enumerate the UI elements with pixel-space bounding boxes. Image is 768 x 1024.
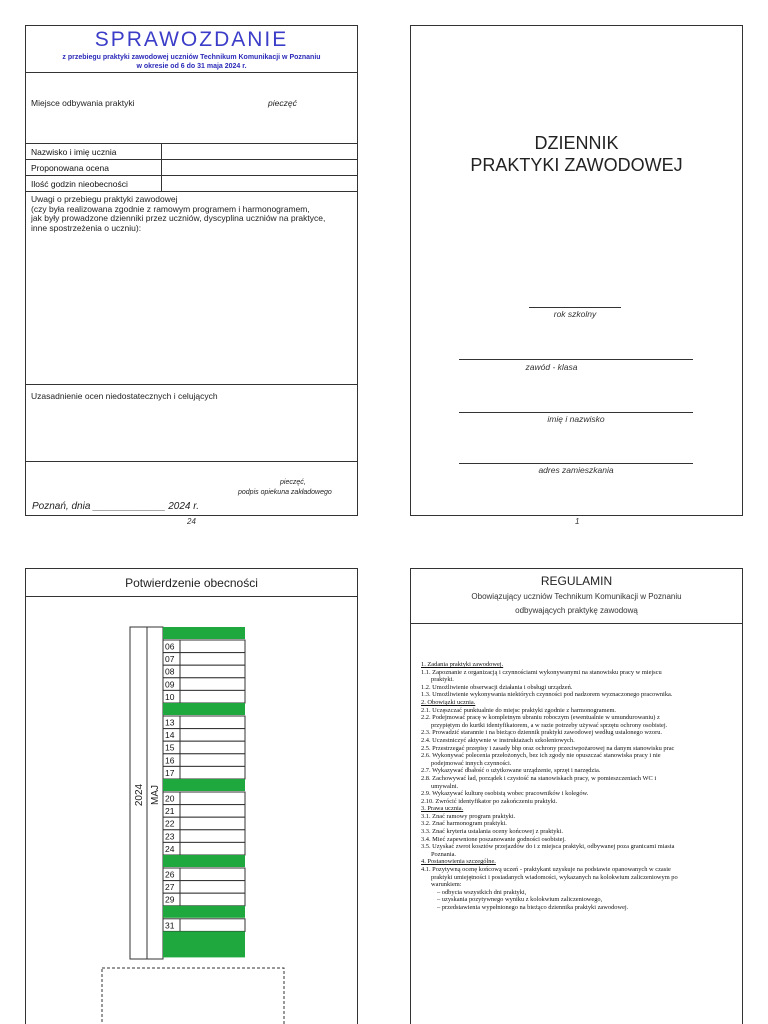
- regulation-line: praktyki.: [431, 676, 454, 684]
- profession-label: zawód - klasa: [525, 362, 578, 372]
- regulation-line: 2.8. Zachowywać ład, porządek i czystość na stanowiskach pracy, w pomieszczeniach WC i: [421, 774, 657, 782]
- remarks-line: jak były prowadzone dzienniki przez uczniów, dyscyplina uczniów na praktyce,: [31, 213, 326, 223]
- field-absence-label: Ilość godzin nieobecności: [31, 179, 128, 189]
- day-number: 14: [165, 730, 175, 741]
- regulation-line: 3.4. Mieć zapewnione poszanowanie godności osobistej.: [421, 835, 566, 843]
- day-number: 09: [165, 679, 175, 690]
- remarks-line: (czy była realizowana zgodnie z ramowym programem i harmonogramem,: [31, 203, 310, 214]
- regulation-line: 1. Zadania praktyki zawodowej.: [421, 661, 504, 668]
- attendance-title: Potwierdzenie obecności: [26, 569, 357, 597]
- regulations-page: [410, 568, 743, 1024]
- regulation-line: 3.3. Znać kryteria ustalania oceny końcowej z praktyki.: [421, 828, 563, 836]
- address-line[interactable]: [459, 463, 693, 464]
- day-row[interactable]: [163, 919, 245, 932]
- regulation-line: 3. Prawa ucznia.: [421, 805, 464, 813]
- regulation-line: podejmować innych czynności.: [431, 759, 512, 767]
- regulation-line: 2.10. Zwrócić identyfikator po zakończeniu praktyki.: [421, 797, 558, 805]
- stamp-label: pieczęć: [268, 98, 297, 108]
- regulation-line: 4.1. Pozytywną ocenę końcową uczeń - praktykant uzyskuje na podstawie opanowanych w czasie: [421, 866, 671, 874]
- weekend-bar: [163, 906, 245, 918]
- day-number: 31: [165, 920, 175, 931]
- weekend-bar: [163, 931, 245, 957]
- regulation-line: 2.2. Podejmować pracę w kompletnym ubraniu roboczym (ewentualnie w umundurowaniu) z: [421, 714, 660, 722]
- year-label: 2024: [134, 783, 145, 807]
- address-label: adres zamieszkania: [538, 465, 614, 475]
- regulation-line: 4. Postanowienia szczególne.: [421, 858, 496, 866]
- day-number: 20: [165, 793, 175, 804]
- day-number: 08: [165, 666, 175, 677]
- diary-title-2: PRAKTYKI ZAWODOWEJ: [470, 155, 683, 175]
- regulation-line: 3.5. Uzyskać zwrot kosztów przejazdów do i z miejsca praktyki, odbywanej poza granicami miasta: [421, 843, 675, 851]
- regulations-header: [411, 569, 742, 624]
- regulation-line: – odbycia wszystkich dni praktyki,: [437, 888, 527, 896]
- day-number: 10: [165, 691, 175, 702]
- regulation-line: 2.1. Uczęszczać punktualnie do miejsc praktyki zgodnie z harmonogramem.: [421, 706, 617, 714]
- day-number: 26: [165, 869, 175, 880]
- weekend-bar: [163, 703, 245, 715]
- day-row[interactable]: [163, 817, 245, 830]
- field-grade-row[interactable]: [26, 160, 357, 176]
- day-row[interactable]: [163, 842, 245, 855]
- name-line[interactable]: [459, 412, 693, 413]
- attendance-page: [25, 568, 358, 1024]
- regulation-line: 2.6. Wykonywać polecenia przełożonych, bez ich zgody nie opuszczać stanowiska pracy i nie: [421, 752, 661, 760]
- profession-line[interactable]: [459, 359, 693, 360]
- report-page: [25, 25, 358, 516]
- regulation-line: 2.7. Wykazywać dbałość o użytkowane urządzenie, sprzęt i narzędzia.: [421, 767, 601, 775]
- day-row[interactable]: [163, 716, 245, 729]
- place-label: Miejsce odbywania praktyki: [31, 98, 135, 108]
- day-number: 15: [165, 742, 175, 753]
- regulation-line: – uzyskania pozytywnego wyniku z kolokwium zaliczeniowego,: [437, 896, 603, 904]
- report-subtitle-1: z przebiegu praktyki zawodowej uczniów Technikum Komunikacji w Poznaniu: [62, 54, 321, 61]
- regulation-line: umywalni.: [431, 782, 459, 790]
- day-number: 23: [165, 831, 175, 842]
- day-number: 16: [165, 755, 175, 766]
- regulation-line: 2.5. Przestrzegać przepisy i zasady bhp oraz ochrony przeciwpożarowej na danym stanowisku prac: [421, 744, 675, 752]
- justification-label: Uzasadnienie ocen niedostatecznych i celujących: [31, 391, 218, 401]
- weekend-bar: [163, 627, 245, 639]
- day-row[interactable]: [163, 868, 245, 881]
- attendance-calendar: [26, 569, 359, 1024]
- regulation-line: 3.1. Znać ramowy program praktyki.: [421, 812, 516, 820]
- day-row[interactable]: [163, 766, 245, 779]
- school-year-label: rok szkolny: [553, 309, 597, 319]
- regulations-subtitle-2: odbywających praktykę zawodową: [515, 606, 638, 615]
- day-number: 29: [165, 894, 175, 905]
- justification-section[interactable]: [26, 385, 357, 462]
- remarks-line: Uwagi o przebiegu praktyki zawodowej: [31, 194, 178, 204]
- weekend-bar: [163, 779, 245, 791]
- signature-box: [102, 968, 284, 1024]
- school-year-line[interactable]: [529, 307, 621, 308]
- day-number: 17: [165, 767, 175, 778]
- report-title: SPRAWOZDANIE: [94, 28, 289, 51]
- regulation-line: 2.4. Uczestniczyć aktywnie w instruktażach szkoleniowych.: [421, 736, 575, 744]
- regulation-line: praktyki umiejętności i posiadanych wiadomości, wykazanych na kolokwium zaliczeniowym po: [431, 873, 678, 881]
- day-row[interactable]: [163, 640, 245, 653]
- regulation-line: 2.9. Wykazywać kulturę osobistą wobec pracowników i kolegów.: [421, 790, 589, 798]
- regulations-text: [421, 661, 739, 912]
- regulation-line: 1.2. Umożliwienie obserwacji działania i obsługi urządzeń.: [421, 683, 573, 691]
- field-name-label: Nazwisko i imię ucznia: [31, 147, 117, 157]
- day-number: 13: [165, 717, 175, 728]
- regulation-line: 2.3. Prowadzić starannie i na bieżąco dziennik praktyki zawodowej według ustalonego wzoru.: [421, 729, 662, 737]
- name-label: imię i nazwisko: [547, 414, 605, 424]
- day-row[interactable]: [163, 830, 245, 843]
- page-number-1: 1: [575, 517, 580, 526]
- day-row[interactable]: [163, 678, 245, 691]
- report-header: [26, 26, 357, 73]
- remarks-section[interactable]: [26, 192, 357, 385]
- day-row[interactable]: [163, 881, 245, 894]
- signature-label-1: pieczęć,: [280, 479, 306, 486]
- page-number-24: 24: [187, 517, 196, 526]
- remarks-line: inne spostrzeżenia o uczniu):: [31, 222, 142, 233]
- regulation-line: przypiętym do kurtki identyfikatorem, a w razie potrzeby używać sprzętu ochrony osobistej.: [431, 721, 668, 729]
- day-row[interactable]: [163, 729, 245, 742]
- regulation-line: 1.3. Umożliwienie wykonywania niektórych czynności pod nadzorem wyznaczonego pracownika.: [421, 691, 673, 699]
- diary-title-1: DZIENNIK: [534, 133, 619, 153]
- day-row[interactable]: [163, 665, 245, 678]
- field-absence-row[interactable]: [26, 176, 357, 192]
- day-row[interactable]: [163, 805, 245, 818]
- day-number: 22: [165, 818, 175, 829]
- day-row[interactable]: [163, 792, 245, 805]
- day-row[interactable]: [163, 653, 245, 666]
- report-subtitle-2: w okresie od 6 do 31 maja 2024 r.: [136, 63, 247, 70]
- field-grade-label: Proponowana ocena: [31, 163, 109, 173]
- day-number: 06: [165, 641, 175, 652]
- weekend-bar: [163, 855, 245, 867]
- regulations-title: REGULAMIN: [540, 574, 613, 588]
- regulation-line: Poznania.: [431, 850, 457, 858]
- month-label: MAJ: [150, 785, 161, 805]
- day-row[interactable]: [163, 690, 245, 703]
- diary-cover-page: [410, 25, 743, 516]
- regulation-line: warunkiem:: [431, 881, 462, 889]
- regulation-line: – przedstawienia wypełnionego na bieżąco dziennika praktyki zawodowej.: [437, 904, 629, 911]
- day-row[interactable]: [163, 741, 245, 754]
- day-number: 07: [165, 654, 175, 665]
- regulation-line: 3.2. Znać harmonogram praktyki.: [421, 820, 507, 828]
- day-number: 27: [165, 882, 175, 893]
- place-date: Poznań, dnia _____________ 2024 r.: [32, 501, 199, 512]
- place-section: [26, 73, 357, 144]
- regulation-line: 1.1. Zapoznanie z organizacją i czynnościami wykonywanymi na stanowisku pracy w miejscu: [421, 668, 662, 676]
- field-name-row[interactable]: [26, 144, 357, 160]
- signature-label-2: podpis opiekuna zakładowego: [238, 489, 332, 496]
- regulation-line: 2. Obowiązki ucznia.: [421, 698, 476, 706]
- day-row[interactable]: [163, 754, 245, 767]
- regulations-subtitle-1: Obowiązujący uczniów Technikum Komunikacji w Poznaniu: [471, 592, 682, 601]
- day-row[interactable]: [163, 893, 245, 906]
- day-number: 21: [165, 806, 175, 817]
- day-number: 24: [165, 843, 175, 854]
